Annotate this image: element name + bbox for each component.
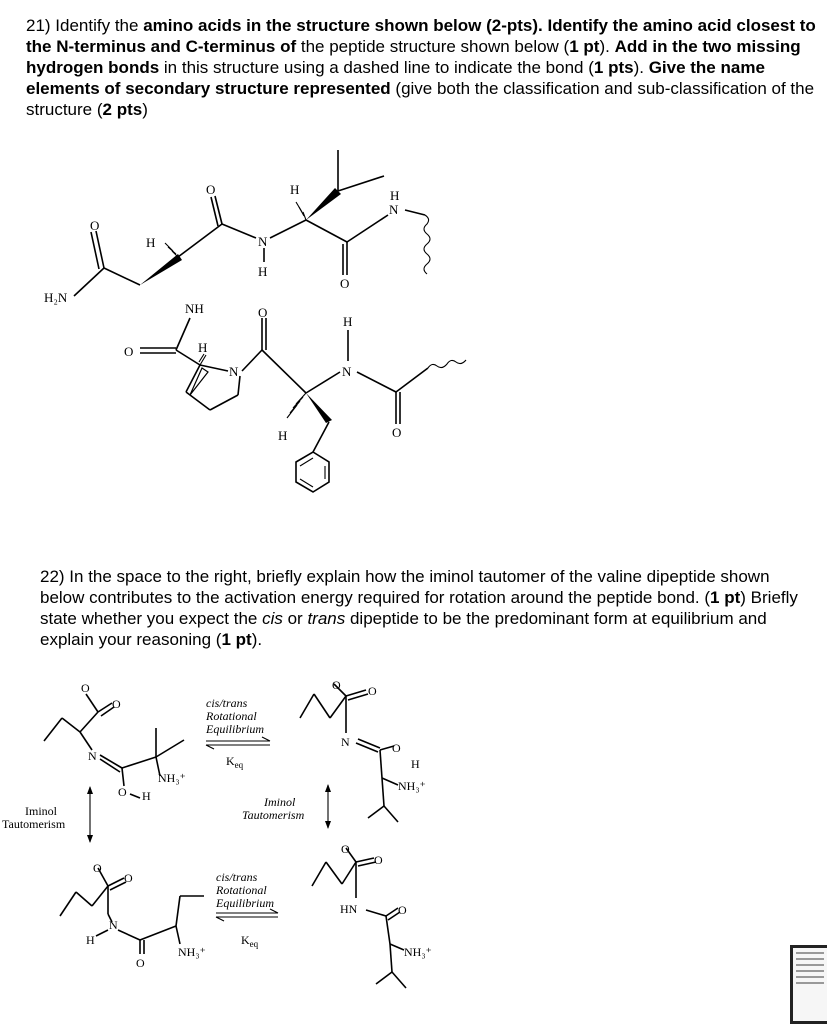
label-nh3: NH₃⁺ (158, 771, 186, 785)
label-o: O (374, 853, 383, 867)
label-o: O (332, 678, 341, 692)
thumbnail-line (796, 952, 824, 954)
text-segment: or (282, 609, 308, 628)
label-h: H (146, 235, 156, 250)
label-o: O (93, 861, 102, 875)
text-segment: 1 pt (569, 37, 600, 56)
label-n: N (88, 749, 97, 763)
text-segment: trans (307, 609, 346, 628)
label-nh3: NH₃⁺ (398, 779, 426, 793)
label-o: O (368, 684, 377, 698)
label-o: O (341, 842, 350, 856)
text-segment: 1 pt (221, 630, 252, 649)
label-o: O (112, 697, 121, 711)
question-number: 21) (26, 16, 51, 35)
text-segment: 2 pts (102, 100, 143, 119)
text-segment: cis (262, 609, 283, 628)
scheme-arrows (87, 737, 331, 921)
label-o: O (124, 344, 134, 359)
text-segment: dipeptide to be the predominant form at equilibrium and explain your reasoning ( (40, 609, 767, 649)
label-h: H (86, 933, 95, 947)
text-segment: ) (142, 100, 148, 119)
label-equilibrium: Equilibrium (216, 896, 275, 910)
label-o: O (81, 681, 90, 695)
label-tautomerism: Tautomerism (242, 808, 305, 822)
scheme-bottom-right-molecule (312, 848, 406, 988)
label-iminol: Iminol (25, 804, 57, 818)
page-thumbnail[interactable] (790, 945, 827, 1024)
label-o: O (124, 871, 133, 885)
text-segment: the peptide structure shown below ( (296, 37, 570, 56)
label-h: H (258, 264, 268, 279)
text-segment: (give both the classification and sub-classification of the structure ( (26, 79, 815, 119)
label-tautomerism: Tautomerism (2, 817, 66, 831)
label-h: H (390, 188, 400, 203)
label-iminol: Iminol (264, 795, 296, 809)
text-segment: amino acids in the structure shown below (2-pts). Identify the amino acid closest to the N-terminus and C-terminus of (26, 16, 816, 56)
label-keq: $K_{eq}$ (241, 933, 259, 949)
label-n: N (229, 364, 239, 379)
label-nh3: NH₃⁺ (404, 945, 432, 959)
text-segment: 1 pt (710, 588, 741, 607)
label-h: H (411, 757, 420, 771)
label-equilibrium: Equilibrium (206, 722, 265, 736)
label-n: N (258, 234, 268, 249)
text-segment: ). (599, 37, 615, 56)
label-o: O (398, 903, 407, 917)
label-o: O (118, 785, 127, 799)
label-h: H (142, 789, 151, 803)
thumbnail-line (796, 970, 824, 972)
label-h: H (278, 428, 288, 443)
label-h: H (198, 340, 208, 355)
label-h2n: H₂N (44, 290, 68, 305)
label-o: O (206, 182, 216, 197)
label-nh3: NH₃⁺ (178, 945, 206, 959)
label-o: O (340, 276, 350, 291)
text-segment: Add in the two missing hydrogen bonds (26, 37, 801, 77)
thumbnail-line (796, 982, 824, 984)
text-segment: ). (251, 630, 263, 649)
label-h: H (290, 182, 300, 197)
text-segment: in this structure using a dashed line to indicate the bond ( (159, 58, 594, 77)
label-n: N (389, 202, 399, 217)
label-n: N (341, 735, 350, 749)
label-rotational: Rotational (206, 709, 257, 723)
label-nh: NH (185, 301, 204, 316)
label-o: O (392, 425, 402, 440)
thumbnail-line (796, 976, 824, 978)
thumbnail-line (796, 958, 824, 960)
text-segment: 22) In the space to the right, briefly explain how the iminol tautomer of the valine dipeptide shown below contributes to the activation energy required for rotation around the peptide bond. ( (40, 567, 770, 607)
label-n: N (342, 364, 352, 379)
thumbnail-line (796, 964, 824, 966)
label-cis-trans: cis/trans (206, 696, 248, 710)
label-hn: HN (340, 902, 358, 916)
text-segment: ). (633, 58, 649, 77)
text-segment: 1 pts (593, 58, 634, 77)
text-segment: ) Briefly state whether you expect the (40, 588, 798, 628)
text-segment: Give the name elements of secondary structure represented (26, 58, 765, 98)
label-rotational: Rotational (216, 883, 267, 897)
label-o: O (90, 218, 100, 233)
scheme-top-right-molecule (300, 684, 398, 822)
label-o: O (258, 305, 268, 320)
text-segment: Identify the (50, 16, 144, 35)
label-cis-trans: cis/trans (216, 870, 258, 884)
label-n: N (109, 918, 118, 932)
label-keq: $K_{eq}$ (226, 754, 244, 770)
label-h: H (343, 314, 353, 329)
label-o: O (392, 741, 401, 755)
label-o: O (136, 956, 145, 970)
